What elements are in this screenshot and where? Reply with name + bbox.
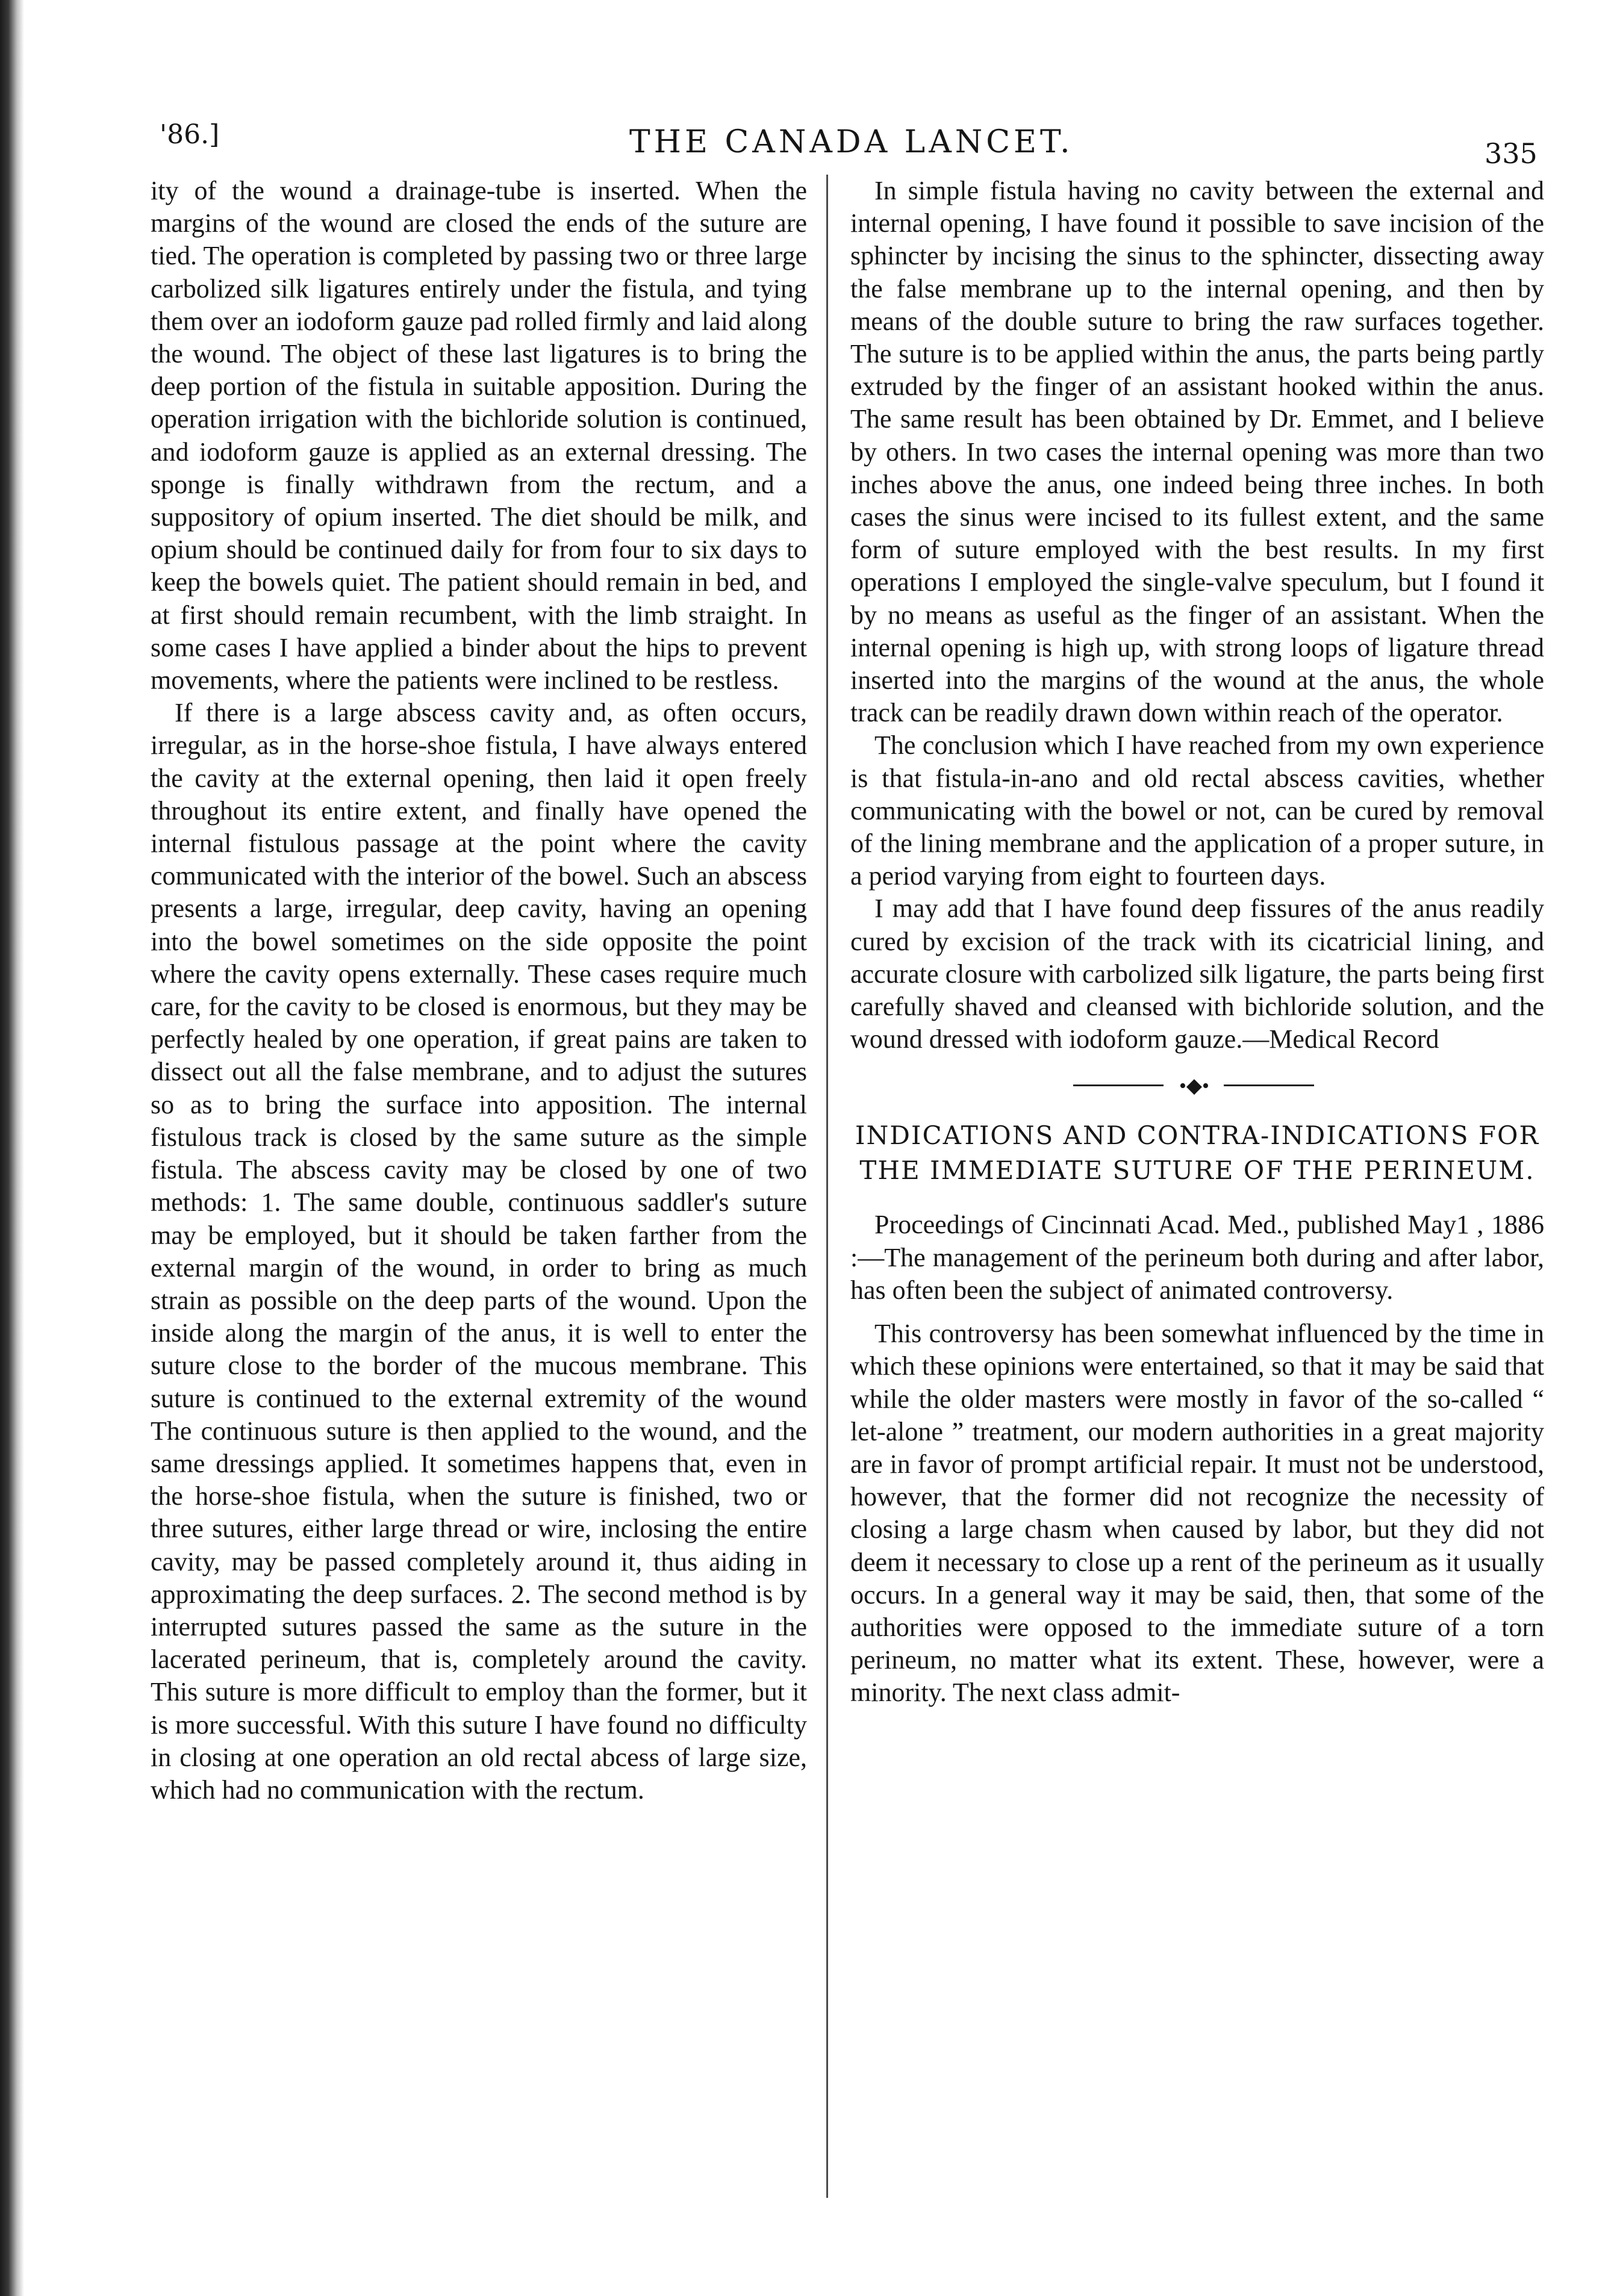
right-paragraph-2: The conclusion which I have reached from my own experience is that fistula-in-ano and old rectal abscess cavities, whether communicating with the bowel or not, can be cured by removal of the lining membrane and the application of a proper suture, in a period varying from eight to fourteen days. [850,730,1544,891]
section-ornament [850,1075,1544,1098]
right-paragraph-1: In simple fistula having no cavity between the external and internal opening, I have found it possible to save incision of the sphincter by incising the sinus to the sphincter, dissecting away the false membrane up to the internal opening, and then by means of the double suture to bring the raw surfaces together. The suture is to be applied within the anus, the parts being partly extruded by the finger of an assistant hooked within the anus. The same result has been obtained by Dr. Emmet, and I believe by others. In two cases the internal opening was more than two inches above the anus, one indeed being three inches. In both cases the sinus were incised to its fullest extent, and the same form of suture employed with the best results. In my first operations I employed the single-valve speculum, but I found it by no means as useful as the finger of an assistant. When the internal opening is high up, with strong loops of ligature thread inserted into the margins of the wound at the anus, the whole track can be readily drawn down within reach of the operator. [850,176,1544,728]
section-paragraph-2: This controversy has been somewhat influenced by the time in which these opinions were entertained, so that it may be said that while the older masters were mostly in favor of the so-called “ let-alone ” treatment, our modern authorities in a great majority are in favor of prompt artificial repair. It must not be understood, however, that the former did not recognize the necessity of closing a large chasm when caused by labor, but they did not deem it necessary to close up a rent of the perineum as it usually occurs. In a general way it may be said, then, that some of the authorities were opposed to the immediate suture of a torn perineum, no matter what its extent. These, however, were a minority. The next class admit- [850,1319,1544,1708]
scan-binding-edge [0,0,24,2296]
right-paragraph-3: I may add that I have found deep fissures of the anus readily cured by excision of the track with its cicatricial lining, and accurate closure with carbolized silk ligature, the parts being first carefully shaved and cleansed with bichloride solution, and the wound dressed with iodoform gauze.—Medical Record [850,894,1544,1054]
left-paragraph-1: ity of the wound a drainage-tube is inserted. When the margins of the wound are closed the ends of the suture are tied. The operation is completed by passing two or three large carbolized silk ligatures entirely under the fistula, and tying them over an iodoform gauze pad rolled firmly and laid along the wound. The object of these last ligatures is to bring the deep portion of the fistula in suitable apposition. During the operation irrigation with the bichloride solution is continued, and iodoform gauze is applied as an external dressing. The sponge is finally withdrawn from the rectum, and a suppository of opium inserted. The diet should be milk, and opium should be continued daily for from four to six days to keep the bowels quiet. The patient should remain in bed, and at first should remain recumbent, with the limb straight. In some cases I have applied a binder about the hips to prevent movements, where the patients were inclined to be restless. [151,176,807,695]
section-heading: INDICATIONS AND CONTRA-INDICATIONS FOR THE IMMEDIATE SUTURE OF THE PERINEUM. [855,1121,1540,1186]
running-header [160,114,1545,170]
header-year: '86.] [160,119,220,150]
section-paragraph-1: Proceedings of Cincinnati Acad. Med., published May1 , 1886 :—The management of the perineum both during and after labor, has often been the subject of animated controversy. [850,1210,1544,1305]
journal-title: THE CANADA LANCET. [629,124,1074,160]
right-column [850,175,1544,1710]
left-column [151,175,807,1806]
paragraph-gap [850,1307,1544,1318]
ornament-line-left [1073,1084,1164,1086]
ornament-glyph: •◆• [1179,1075,1209,1098]
left-paragraph-2: If there is a large abscess cavity and, as often occurs, irregular, as in the horse-shoe fistula, I have always entered the cavity at the external opening, then laid it open freely throughout its entire extent, and finally have opened the internal fistulous passage at the point where the cavity communicated with the interior of the bowel. Such an abscess presents a large, irregular, deep cavity, having an opening into the bowel sometimes on the side opposite the point where the cavity opens externally. These cases require much care, for the cavity to be closed is enormous, but they may be perfectly healed by one operation, if great pains are taken to dissect out all the false membrane, and to adjust the sutures so as to bring the surface into apposition. The internal fistulous track is closed by the same suture as the simple fistula. The abscess cavity may be closed by one of two methods: 1. The same double, continuous saddler's suture may be employed, but it should be taken farther from the external margin of the wound, in order to bring as much strain as possible on the deep parts of the wound. Upon the inside along the margin of the anus, it is well to enter the suture close to the border of the mucous membrane. This suture is continued to the external extremity of the wound The continuous suture is then applied to the wound, and the same dressings applied. It sometimes happens that, even in the horse-shoe fistula, when the suture is finished, two or three sutures, either large thread or wire, inclosing the entire cavity, may be passed completely around it, thus aiding in approximating the deep surfaces. 2. The second method is by interrupted sutures passed the same as the suture in the lacerated perineum, that is, completely around the cavity. This suture is more difficult to employ than the former, but it is more successful. With this suture I have found no difficulty in closing at one operation an old rectal abcess of large size, which had no communication with the rectum. [151,698,807,1805]
column-divider [826,175,828,2198]
page-number: 335 [1485,137,1538,170]
ornament-line-right [1224,1084,1314,1086]
